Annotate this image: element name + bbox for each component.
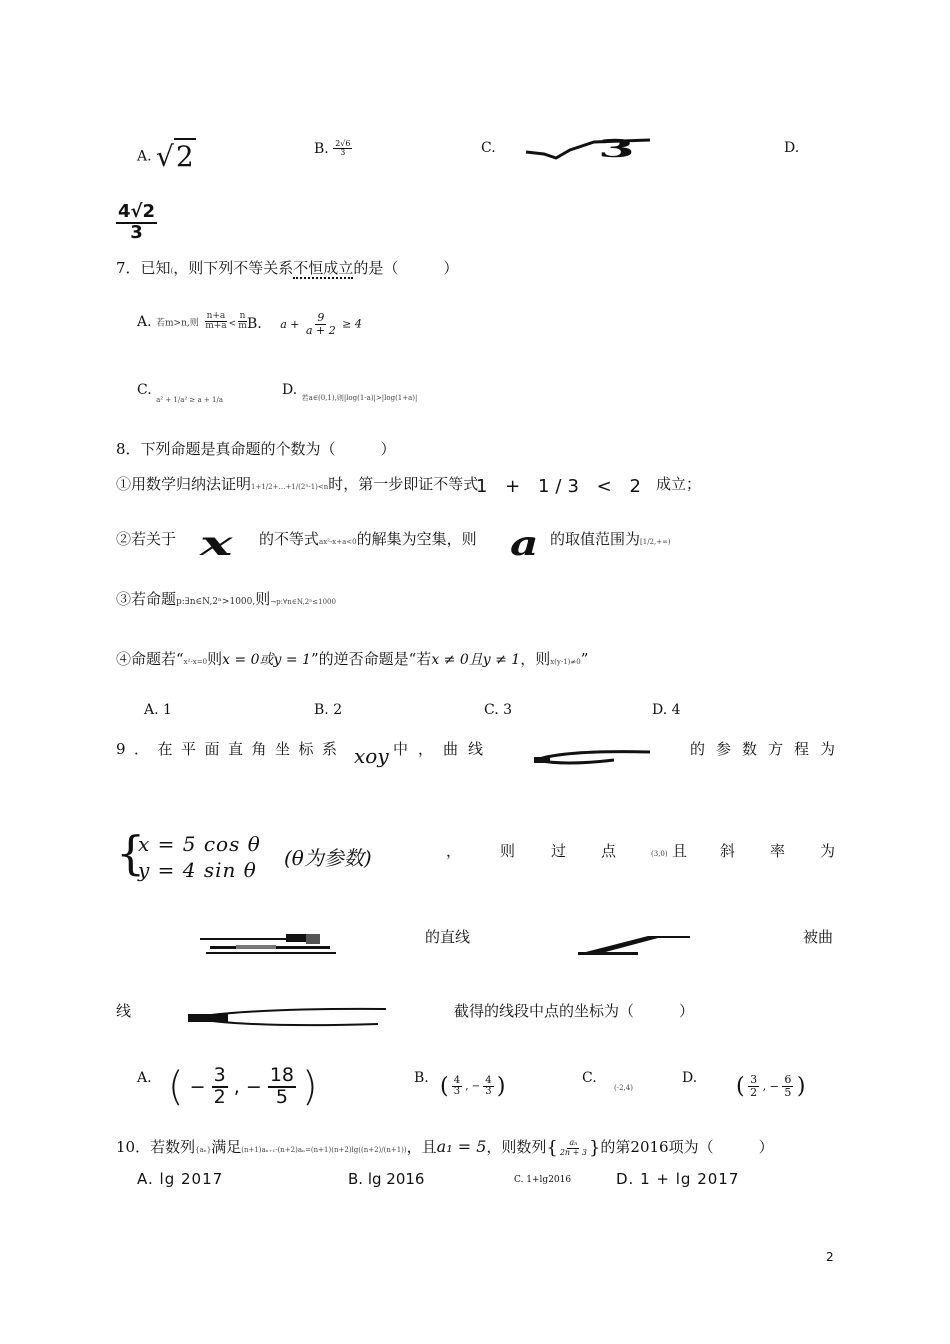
q8-s1-pre: ①用数学归纳法证明	[116, 475, 252, 493]
fraction-denominator: m	[238, 321, 247, 332]
q7-condition: (	[170, 267, 174, 275]
q6-option-c	[481, 140, 496, 156]
fraction	[782, 1074, 793, 1098]
fraction-numerator: 18	[269, 1064, 294, 1087]
fraction-denominator: 3	[340, 148, 346, 158]
q8-s4-condition: x²-x=0	[183, 658, 208, 666]
paren-right-icon: )	[796, 1074, 806, 1099]
fraction-denominator: 3	[485, 1086, 492, 1097]
q8-s2-end-text: 的取值范围为	[550, 530, 641, 548]
q7-option-a-frac1	[203, 312, 228, 332]
fraction-denominator: 2n + 3	[559, 1147, 587, 1157]
sqrt-symbol: √2	[156, 140, 194, 173]
q7-option-c-label: C.	[137, 382, 152, 398]
q9-param-note: (θ为参数)	[284, 846, 372, 870]
q10-stem-mid: 满足	[211, 1138, 242, 1156]
q8-s2-inequality: ax²-x+a<0	[319, 538, 357, 546]
q9-slope-distorted	[196, 930, 336, 958]
q7-option-b	[247, 312, 362, 336]
q9-stem-end: 的参数方程为	[690, 740, 847, 758]
q9-line2-b: 过	[551, 842, 567, 860]
fraction	[452, 1076, 462, 1098]
q7-stem	[116, 257, 458, 278]
q10-stem-end: 的第2016项为（ ）	[600, 1138, 774, 1156]
q8-s1-expression: 1 + 1/3 < 2	[476, 476, 647, 497]
q10-stem-mid2: ，且	[406, 1138, 437, 1156]
q6-option-a-value: 2	[175, 140, 194, 173]
brace-left-icon: {	[546, 1137, 558, 1159]
fraction-numerator: aₙ	[569, 1138, 578, 1148]
q6-option-a	[137, 140, 196, 173]
q9-option-b-label: B.	[414, 1070, 429, 1086]
q8-s2-var-x: x	[200, 524, 233, 564]
paren-left-icon: (	[736, 1074, 745, 1099]
q10-stem-mid3: ，则数列	[486, 1138, 547, 1156]
q8-s2-range: [1/2,+∞)	[640, 538, 671, 546]
q7-option-b-post: ≥ 4	[342, 317, 362, 331]
q8-s1-condition: 1+1/2+…+1/(2ⁿ-1)<n	[251, 483, 329, 491]
q6-option-d-fraction	[116, 203, 157, 243]
fraction	[268, 1066, 296, 1108]
q8-statement-3	[116, 588, 336, 609]
q9-curve-distorted-2	[188, 1006, 388, 1028]
q8-option-b: B. 2	[314, 702, 343, 718]
q8-statement-4	[116, 648, 588, 669]
comma-minus: , −	[233, 1076, 262, 1098]
q9-option-d-label: D.	[682, 1070, 698, 1086]
q7-option-b-fraction	[304, 312, 338, 336]
q7-option-a	[137, 312, 249, 332]
q8-option-c: C. 3	[484, 702, 513, 718]
q10-option-c	[514, 1170, 571, 1186]
q9-line2-g: 为	[820, 842, 836, 860]
q9-option-b-value	[440, 1074, 505, 1099]
q7-option-b-pre: a +	[280, 317, 300, 331]
paren-left-icon: (	[440, 1074, 449, 1099]
fraction	[748, 1074, 759, 1098]
q6-option-b	[314, 140, 352, 158]
q6-option-b-label: B.	[314, 140, 329, 157]
q8-s4-mid3: ，则	[520, 650, 551, 668]
brace-icon: {	[116, 826, 146, 880]
q6-option-c-value: 3	[598, 134, 635, 163]
fraction-denominator: 2	[750, 1086, 758, 1099]
q8-s2-pre: ②若关于	[116, 530, 177, 548]
fraction-numerator: n+a	[206, 311, 226, 321]
q8-s1-end: 成立；	[656, 475, 702, 493]
q7-emphasis: 不恒成立	[293, 259, 354, 277]
q7-option-d-expr: 若a∈(0,1),则|log(1-a)|>|log(1+a)|	[301, 394, 418, 402]
q8-s3-pre: ③若命题	[116, 590, 177, 608]
q6-option-c-label: C.	[481, 140, 496, 156]
q9-curve-distorted	[534, 750, 652, 766]
paren-right-icon: )	[302, 1064, 318, 1110]
fraction-numerator: 4	[485, 1074, 492, 1086]
fraction-denominator: a + 2	[305, 323, 336, 337]
q10-initial-term: a₁ = 5	[436, 1137, 487, 1156]
q7-option-c-expr: a² + 1/a² ≥ a + 1/a	[156, 396, 224, 404]
q8-s3-mid: 则	[255, 590, 271, 608]
comma-minus: , −	[762, 1080, 779, 1093]
q9-line3-end: 被曲	[803, 928, 834, 946]
q8-s1-mid: 时，第一步即证不等式	[328, 475, 479, 493]
q10-option-d: D. 1 + lg 2017	[616, 1170, 740, 1188]
fraction-denominator: m+a	[205, 321, 227, 332]
q7-option-a-text: 若m>n,则	[156, 318, 199, 329]
fraction	[212, 1066, 228, 1108]
q7-stem-before: 7．已知	[116, 259, 171, 277]
fraction-numerator: 4	[453, 1074, 461, 1086]
q10-relation: (n+1)aₙ₊₁-(n+2)aₙ=(n+1)(n+2)lg((n+2)/(n+1))	[241, 1146, 407, 1154]
fraction-denominator: 5	[784, 1086, 792, 1099]
q10-option-b: B. lg 2016	[348, 1170, 425, 1188]
q8-s2-var-a: a	[510, 524, 539, 564]
q7-option-c	[137, 382, 223, 404]
q9-line4-pre: 线	[116, 1002, 132, 1020]
q9-line2-e: 斜	[720, 842, 736, 860]
q8-s3-proposition: p:∃n∈N,2ⁿ>1000,	[176, 597, 256, 607]
q8-s3-negation: ¬p:∀n∈N,2ⁿ≤1000	[270, 598, 336, 606]
fraction-denominator: 5	[275, 1086, 288, 1108]
q9-comma: ，	[446, 842, 462, 860]
fraction-numerator: n	[239, 311, 246, 321]
q9-line2-d: 且	[672, 842, 688, 860]
q9-line2-f: 率	[770, 842, 786, 860]
fraction-numerator: 4√2	[118, 201, 156, 222]
q9-stem-pre-text: 9．在平面直角坐标系	[116, 740, 346, 758]
fraction-numerator: 2√6	[335, 139, 351, 148]
q8-s2-end	[550, 528, 671, 549]
q8-option-d: D. 4	[652, 702, 681, 718]
q6-option-d	[784, 140, 799, 156]
q9-option-c-label: C.	[582, 1070, 597, 1086]
q6-option-c-distorted-sqrt	[524, 134, 652, 163]
q6-option-a-label: A.	[137, 148, 152, 165]
q8-option-a: A. 1	[144, 702, 172, 718]
q8-s4-negated: x ≠ 0且y ≠ 1	[431, 652, 521, 668]
fraction-numerator: 3	[750, 1073, 758, 1087]
q8-s4-mid: 则	[207, 650, 223, 668]
q7-stem-end: 的是（ ）	[353, 259, 459, 277]
q8-s2-mid2: 的解集为空集，则	[356, 530, 477, 548]
fraction	[116, 203, 157, 243]
q9-eq-y: y = 4 sin θ	[138, 858, 257, 882]
q9-line2-a: 则	[500, 842, 516, 860]
q7-option-d-label: D.	[282, 382, 298, 398]
q9-line-distorted	[578, 934, 692, 956]
q7-stem-after: ，则下列不等关系	[173, 259, 294, 277]
fraction-denominator: 3	[453, 1086, 461, 1097]
q9-line3-mid: 的直线	[425, 928, 471, 946]
q8-s4-pre: ④命题若“	[116, 650, 184, 668]
q9-option-c-value: (-2,4)	[614, 1084, 633, 1092]
q9-eq-x: x = 5 cos θ	[138, 832, 261, 856]
fraction	[483, 1076, 493, 1098]
q10-stem-pre: 10．若数列	[116, 1138, 196, 1156]
q8-s2-mid-text: 的不等式	[259, 530, 320, 548]
q9-option-d-value	[736, 1074, 805, 1099]
q9-line2-c: 点	[601, 842, 617, 860]
q8-s4-mid2: ”的逆否命题是“若	[310, 650, 432, 668]
minus-sign: −	[189, 1076, 206, 1098]
paren-left-icon: (	[168, 1064, 184, 1110]
q7-option-d	[282, 382, 417, 403]
fraction-numerator: 6	[784, 1073, 792, 1087]
q10-stem	[116, 1136, 774, 1159]
q10-option-a: A. lg 2017	[137, 1170, 224, 1188]
comma-minus: , −	[465, 1081, 481, 1092]
q8-s2-mid	[259, 528, 477, 549]
q9-option-a-value	[168, 1064, 318, 1110]
q8-s4-conclusion: x = 0或y = 1	[222, 652, 311, 668]
q7-option-b-label: B.	[247, 316, 262, 333]
q9-coord-system: xoy	[354, 744, 389, 768]
q9-point: (3,0)	[651, 850, 668, 858]
q9-line4-mid: 截得的线段中点的坐标为（ ）	[454, 1002, 695, 1020]
q8-s4-end: ”	[580, 650, 589, 668]
q9-stem-pre	[116, 738, 374, 759]
q8-s4-negated-conclusion: x(y-1)≠0	[550, 658, 581, 666]
q10-option-c-text: C. 1+lg2016	[514, 1175, 572, 1185]
q10-sequence: {aₙ}	[195, 1146, 212, 1154]
paren-right-icon: )	[496, 1074, 506, 1099]
fraction-numerator: 3	[213, 1064, 226, 1087]
fraction-denominator: 2	[213, 1086, 226, 1108]
q8-stem: 8．下列命题是真命题的个数为（ ）	[116, 440, 396, 458]
page-number: 2	[826, 1250, 834, 1264]
q6-option-b-fraction	[333, 140, 352, 158]
q9-option-a-label: A.	[137, 1070, 152, 1086]
q6-option-d-label: D.	[784, 140, 800, 156]
q8-statement-1	[116, 473, 478, 494]
q10-sequence-fraction	[558, 1139, 589, 1157]
brace-right-icon: }	[588, 1137, 601, 1159]
q9-stem-mid: 中，曲线	[393, 740, 494, 758]
q7-option-a-compare: <	[228, 318, 237, 329]
fraction-denominator: 3	[130, 221, 143, 243]
q7-option-a-label: A.	[137, 313, 152, 330]
fraction-numerator: 9	[317, 311, 325, 324]
